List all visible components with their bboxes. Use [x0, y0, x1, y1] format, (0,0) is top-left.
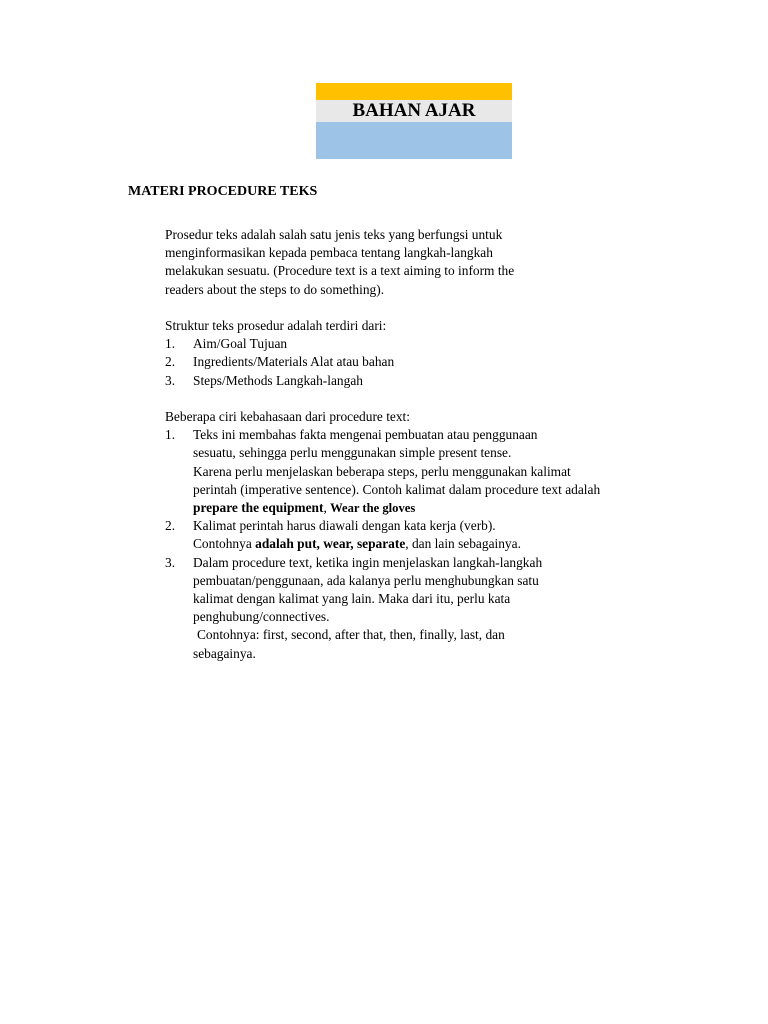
intro-line: Prosedur teks adalah salah satu jenis teks yang berfungsi untuk: [165, 227, 503, 242]
bold-phrase: adalah put, wear, separate: [255, 536, 406, 552]
title-banner: [316, 83, 512, 159]
title-banner-bottom-stripe: [316, 122, 512, 159]
list-item: [165, 353, 665, 371]
list-number: 3.: [165, 372, 176, 388]
separator: ,: [323, 500, 331, 516]
list-item: [165, 372, 665, 390]
structure-list: [165, 317, 665, 390]
text-line: sebagainya.: [193, 645, 256, 661]
text-line: [193, 535, 665, 553]
features-list: [165, 408, 665, 663]
text-line: [165, 463, 665, 481]
list-text: Ingredients/Materials Alat atau bahan: [193, 354, 395, 370]
text-line: Karena perlu menjelaskan beberapa steps, perlu menggunakan kalimat: [193, 463, 571, 479]
list-text: [193, 426, 613, 462]
list-item: [165, 554, 665, 663]
text-line: Teks ini membahas fakta mengenai pembuatan atau penggunaan: [193, 427, 538, 443]
list-number: 1.: [165, 336, 176, 352]
text-line: kalimat dengan kalimat yang lain. Maka dari itu, perlu kata: [193, 591, 511, 607]
page-title: BAHAN AJAR: [316, 100, 512, 122]
list-text: [193, 517, 665, 553]
text-line: sesuatu, sehingga perlu menggunakan simple present tense.: [193, 445, 512, 461]
bold-phrase: Wear the gloves: [330, 501, 416, 516]
text-segment: Contohnya: [193, 536, 256, 552]
list-number: 2.: [165, 518, 176, 534]
text-line: penghubung/connectives.: [193, 609, 330, 625]
intro-line: menginformasikan kepada pembaca tentang langkah-langkah: [165, 245, 493, 261]
list-text: Aim/Goal Tujuan: [193, 336, 288, 352]
list-item: [165, 426, 665, 462]
intro-line: melakukan sesuatu. (Procedure text is a text aiming to inform the: [165, 263, 515, 279]
text-line: Dalam procedure text, ketika ingin menjelaskan langkah-langkah: [193, 554, 543, 570]
intro-line: readers about the steps to do something).: [165, 281, 385, 297]
text-line: pembuatan/penggunaan, ada kalanya perlu menghubungkan satu: [193, 572, 539, 588]
text-line: Contohnya: first, second, after that, then, finally, last, dan: [197, 627, 505, 643]
features-lead: Beberapa ciri kebahasaan dari procedure text:: [165, 409, 410, 424]
title-banner-top-stripe: [316, 83, 512, 100]
text-segment: , dan lain sebagainya.: [405, 536, 521, 552]
text-line: [165, 499, 665, 517]
text-line: perintah (imperative sentence). Contoh kalimat dalam procedure text adalah: [193, 481, 601, 497]
list-number: 1.: [165, 427, 176, 443]
list-item: [165, 335, 665, 353]
structure-lead: Struktur teks prosedur adalah terdiri dari:: [165, 318, 387, 333]
list-number: 2.: [165, 354, 176, 370]
list-number: 3.: [165, 554, 176, 570]
text-line: Kalimat perintah harus diawali dengan kata kerja (verb).: [193, 518, 496, 534]
list-text: [193, 554, 665, 663]
list-item: [165, 517, 665, 553]
section-heading: MATERI PROCEDURE TEKS: [128, 184, 318, 199]
list-text: Steps/Methods Langkah-langah: [193, 372, 363, 388]
intro-paragraph: [165, 226, 585, 299]
bold-phrase: prepare the equipment: [193, 500, 324, 516]
